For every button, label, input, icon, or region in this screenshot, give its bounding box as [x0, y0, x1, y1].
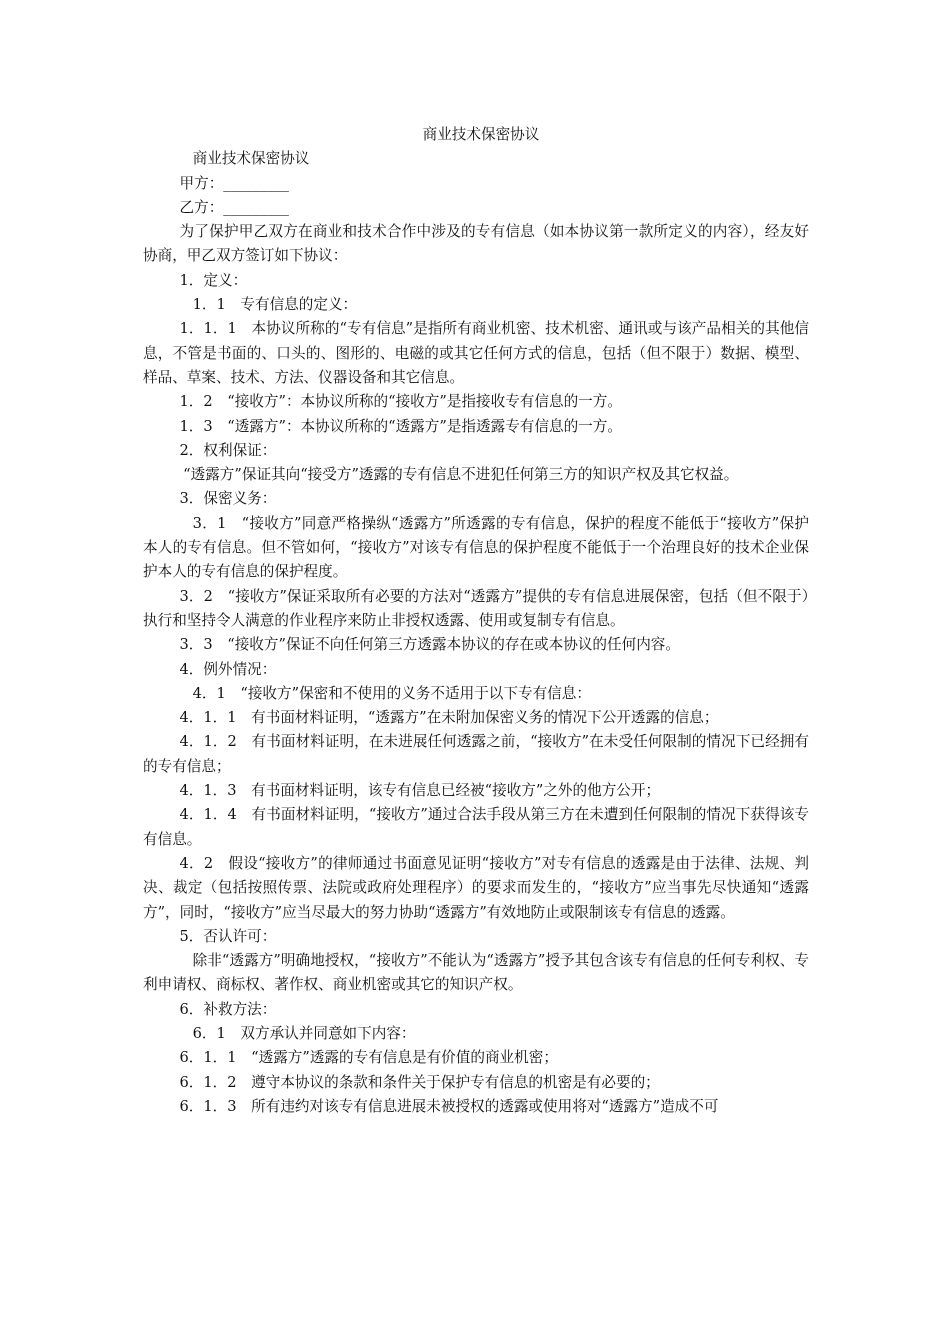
paragraph: 5．否认许可：: [179, 927, 277, 945]
paragraph: 商业技术保密协议: [192, 150, 310, 168]
paragraph: 3．1 “接收方”同意严格操纵“透露方”所透露的专有信息，保护的程度不能低于“接收方”保护本人的专有信息。但不管如何，“接收方”对该专有信息的保护程度不能低于一个治理良好的技术企业保护本人的专有信息的保护程度。: [143, 514, 809, 581]
paragraph: 4．2 假设“接收方”的律师通过书面意见证明“接收方”对专有信息的透露是由于法律、法规、判决、裁定（包括按照传票、法院或政府处理程序）的要求而发生的，“接收方”应当事先尽快通知“透露方”，同时，“接收方”应当尽最大的努力协助“透露方”有效地防止或限制该专有信息的透露。: [143, 854, 809, 921]
paragraph-list: [143, 147, 809, 1119]
paragraph: 除非“透露方”明确地授权，“接收方”不能认为“透露方”授予其包含该专有信息的任何专利权、专利申请权、商标权、著作权、商业机密或其它的知识产权。: [143, 952, 809, 994]
paragraph: “透露方”保证其向“接受方”透露的专有信息不进犯任何第三方的知识产权及其它权益。: [183, 466, 739, 484]
paragraph: 4．1．3 有书面材料证明，该专有信息已经被“接收方”之外的他方公开；: [179, 782, 661, 800]
paragraph: 4．1．4 有书面材料证明，“接收方”通过合法手段从第三方在未遭到任何限制的情况下获得该专有信息。: [143, 806, 809, 848]
document-title: 商业技术保密协议: [422, 126, 540, 143]
paragraph: 1．定义：: [179, 271, 248, 289]
paragraph: 3．2 “接收方”保证采取所有必要的方法对“透露方”提供的专有信息进展保密，包括（但不限于）执行和坚持令人满意的作业程序来防止非授权透露、使用或复制专有信息。: [143, 587, 809, 629]
paragraph: 4．例外情况：: [179, 660, 277, 678]
paragraph: 2．权利保证：: [179, 441, 277, 459]
paragraph: 4．1．1 有书面材料证明，“透露方”在未附加保密义务的情况下公开透露的信息；: [179, 709, 719, 727]
paragraph: 4．1．2 有书面材料证明，在未进展任何透露之前，“接收方”在未受任何限制的情况下已经拥有的专有信息；: [143, 733, 809, 775]
paragraph: 6．1．2 遵守本协议的条款和条件关于保护专有信息的机密是有必要的；: [179, 1073, 660, 1091]
paragraph: 6．1 双方承认并同意如下内容：: [192, 1024, 416, 1042]
paragraph: 6．1．1 “透露方”透露的专有信息是有价值的商业机密；: [179, 1049, 558, 1067]
paragraph: 4．1 “接收方”保密和不使用的义务不适用于以下专有信息：: [192, 684, 591, 702]
paragraph: 3．3 “接收方”保证不向任何第三方透露本协议的存在或本协议的任何内容。: [179, 636, 680, 654]
paragraph: 3．保密义务：: [179, 490, 277, 508]
paragraph: 乙方：_________: [179, 198, 289, 216]
paragraph: 1．3 “透露方”：本协议所称的“透露方”是指透露专有信息的一方。: [179, 417, 622, 435]
paragraph: 1．1 专有信息的定义：: [192, 296, 358, 314]
paragraph: 1．1．1 本协议所称的“专有信息”是指所有商业机密、技术机密、通讯或与该产品相关的其他信息，不管是书面的、口头的、图形的、电磁的或其它任何方式的信息，包括（但不限于）数据、模型、样品、草案、技术、方法、仪器设备和其它信息。: [143, 320, 809, 386]
document-body: [143, 123, 809, 1119]
paragraph: 甲方：_________: [179, 174, 289, 192]
paragraph: 为了保护甲乙双方在商业和技术合作中涉及的专有信息（如本协议第一款所定义的内容），经友好协商，甲乙双方签订如下协议：: [143, 223, 809, 265]
paragraph: 6．补救方法：: [179, 1000, 277, 1018]
paragraph: 1．2 “接收方”：本协议所称的“接收方”是指接收专有信息的一方。: [179, 393, 622, 411]
paragraph: 6．1．3 所有违约对该专有信息进展未被授权的透露或使用将对“透露方”造成不可: [179, 1097, 719, 1115]
